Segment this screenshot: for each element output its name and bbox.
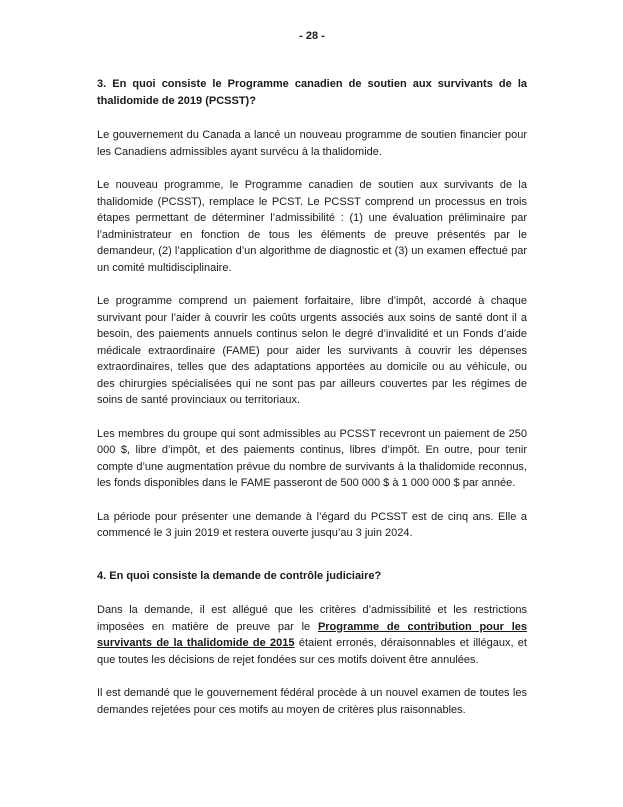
paragraph-q4-1-text-before: Dans la demande, il est allégué que les critères d’admissibilité et les restrictions imposées en matière de preuve par le <box>97 604 527 633</box>
paragraph-q3-5: La période pour présenter une demande à l’égard du PCSST est de cinq ans. Elle a commencé le 3 juin 2019 et restera ouverte jusqu’au 3 juin 2024. <box>97 510 527 539</box>
paragraph-q4-2: Il est demandé que le gouvernement fédéral procède à un nouvel examen de toutes les demandes rejetées pour ces motifs au moyen de critères plus raisonnables. <box>97 687 527 716</box>
paragraph-q3-1: Le gouvernement du Canada a lancé un nouveau programme de soutien financier pour les Canadiens admissibles ayant survécu à la thalidomide. <box>97 129 527 158</box>
paragraph-q4-1 <box>97 602 527 668</box>
paragraph-q4-1-text-after: étaient erronés, déraisonnables et illégaux, et que toutes les décisions de rejet fondées sur ces motifs doivent être annulées. <box>97 637 527 666</box>
document-content <box>97 30 527 735</box>
page-number: - 28 - <box>299 30 325 42</box>
paragraph-q3-4: Les membres du groupe qui sont admissibles au PCSST recevront un paiement de 250 000 $, libre d’impôt, et des paiements continus, libres d’impôt. En outre, pour tenir compte d’une augmentation prévue du nombre de survivants à la thalidomide reconnus, les fonds disponibles dans le FAME passeront de 500 000 $ à 1 000 000 $ par année. <box>97 427 527 489</box>
paragraph-q3-2: Le nouveau programme, le Programme canadien de soutien aux survivants de la thalidomide (PCSST), remplace le PCST. Le PCSST comprend un processus en trois étapes permettant de déterminer l’admissibilité : (1) une évaluation préliminaire par l’administrateur en fonction de tous les éléments de preuve présentés par le demandeur, (2) l’application d’un algorithme de diagnostic et (3) un examen effectué par un comité multidisciplinaire. <box>97 179 527 274</box>
paragraph-q3-3: Le programme comprend un paiement forfaitaire, libre d’impôt, accordé à chaque survivant pour l’aider à couvrir les coûts urgents associés aux soins de santé dont il a besoin, des paiements annuels continus selon le degré d’invalidité et un Fonds d’aide médicale extraordinaire (FAME) pour aider les survivants à couvrir les dépenses extraordinaires, telles que des adaptations apportées au domicile ou au véhicule, ou des chirurgies spécialisées qui ne sont pas par ailleurs couvertes par les régimes de soins de santé provinciaux ou territoriaux. <box>97 295 527 406</box>
program-name-emphasis: Programme de contribution pour les survivants de la thalidomide de 2015 <box>97 620 527 649</box>
question-4-heading: 4. En quoi consiste la demande de contrôle judiciaire? <box>97 569 382 582</box>
question-3-heading: 3. En quoi consiste le Programme canadien de soutien aux survivants de la thalidomide de 2019 (PCSST)? <box>97 78 527 107</box>
